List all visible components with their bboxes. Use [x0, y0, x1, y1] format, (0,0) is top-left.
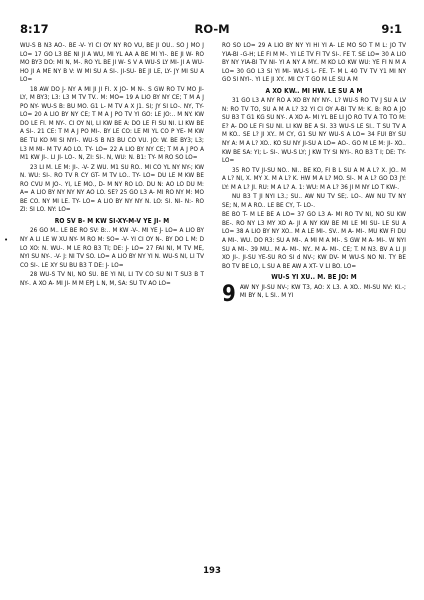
- page-number: 193: [203, 566, 221, 576]
- section-heading: RO SV B- M KW SI-XY-M-V YE JI- M: [54, 216, 170, 225]
- paragraph: 28 WU-S TV NI, NO SU. BE YI NI, LI TV CO SU NI T SU3 B T NY-. A XO A- MI JI- M M EPJ L N, M, SA: SU TV AO LO=: [20, 271, 204, 287]
- right-text-column: [222, 42, 406, 562]
- paragraph: 23 LI M. LE M: JI-. -V- Z WU. M1 SU RO.. MI CO YL NY NY-; KW N. WU: SI-. RO TV R CY GT- M TV LO.. TY- LO= DU LE M KW BE RO CVU M JO-. YI, LE MO., D- M NY RO LO. DU N: AO LO DU M: A= A LIO BY NY NY NY AO LO. SE? 25 GO L3 A- MI RO NY M: MO BE CO. NY MI LE. TY- LO= A LIO BY NY NY N. LO: SI. NI- N:- RO ZI: SI LO. NY: LO=: [20, 163, 204, 214]
- chapter-opening: [222, 281, 406, 307]
- chapter-text: AW NY JI-SU NV-; KW T3, AO: X L3. A XO.. MI-SU NV: KI.-; MI BY N, L SI.. M YI: [239, 283, 406, 300]
- left-text-column: [20, 42, 204, 562]
- paragraph: 31 GO L3 A NY RO A XO BY NY NY-. L? WU-S RO TV J SU A LV N: RO TV TO, SU A M A L? 32 YI CI OY A-BI TV M: K. B: RO A JO SU B3 T G1 KG SU NY-. A XO A- MI YL BE LI JO RO TV A TO TO M: E? A- DO LE FI SU NI. LI KW BE A SI. 33 WU-S LE SI.. T SU TV A M KO.. SE L? JI XY.. M CY, G1 SU NY WU-S A LO= 34 FUI BY SU NY A: M A L? XO.. KO SU NY JI-SU A LO= AO-. GO M LE M: JI- XO.. KW BE SA: YI; L- SI-. WU-S LY; J KW TY SI NYI-. RO B3 T I; DE: TY- LO=: [222, 97, 406, 165]
- paragraph: NU B3 T JI NYI L3.; SU.. AW NU TV SE;. LO-. AW NU TV NY SE; N, M A RO.. LE BE CY, T- LO-.: [222, 193, 406, 209]
- chapter-number: 9: [222, 281, 236, 307]
- header-verse-start: 8:17: [20, 22, 49, 36]
- header-verse-end: 9:1: [381, 22, 402, 36]
- paragraph: BE BO T- M LE BE A LO= 37 GO L3 A- MI RO TV NI, NO SU KW BE-. RO NY L3 MY XO A- JI A NY KW BE MI LE MI SU- LE SU A LO= 38 A LIO BY NY XO.. M A LE MI-. SV.. M A- MI-. MU KW FI DU A MI-. WU. DO R3: SU A MI-. A MI M A MI-. S GW M A- MI-. W NYI SU A MI-. 39 MU.. M A- MI-. NY.. M A- MI-. CE; T. M N3. BV A LI JI XO JI-. JI-SU YE-SU RO SI d NV-; KW DV- M WU-S NO NI. TY BE BO TV BE LO, L SU A BE AW A XT- V LI BO. LO=: [222, 211, 406, 270]
- section-heading: WU-S YI XU.. M. BE JO: M: [271, 273, 357, 282]
- paragraph: 26 GO M.. LE BE RO SV: B:.. M KW -V-. MI YE J- LO= A LIO BY NY A LI LE W XU NY- M RO M: SO= -V- YI CI OY N-. BY DO L M: D LO XO: N. WU-. M LE RO B3 TI; DE: J- LO= 27 FAI NI, M TV ME, NYI SU NY-. -V- J: NI TV SO. LO= A LIO BY NY YI N. WU-S NI, LI TV CO SI-. LE XY SU BU B3 T DE: J- LO=: [20, 227, 204, 269]
- section-heading: A XO KW.. MI HW. LE SU A M: [265, 86, 363, 95]
- paragraph: 18 AW DO J- NY A MI JI JI FI. X JO- M N-. S GW RO TV MO JI- LY, M BY3; L3: L3 M TV TV.. M: MO= 19 A LIO BY NY CE; T M A J PO NY- WU-S B: BU MO. G1 L- M TV A X J1. SI; JY SI LO-. NY, TY- LO= 20 A LIO BY NY CE; T M A J PO TV YI GO: LE JO:.. M NY. KW DO LE FI. M NY-. CI OY NI, LI KW BE A: DO LE FI SU NI. LI KW BE A SI-. 21 CE: T M A J PO MI-. BY LE CO: LE MI YL CO P YE- M KW BE TU KO MI SI NYI-. WU-S B N3 BU CO VU. JO: W. BE BY3; L3; L3 M MI- M TV AO LO. TY- LO= 22 A LIO BY NY CE; T M A J PO A M1 KW JI-. LI JI- LO-. N, ZI: SI-. N, WU: N. B1: TY- M RO SO LO=: [20, 85, 204, 162]
- margin-mark: •: [4, 236, 9, 244]
- paragraph: WU-S B N3 AO-. BE -V- YI CI OY NY RO VU, BE JI OU.. SO J MO J LO= 17 GO L3 BE NI JI A WU, MI YL AA A BE MI YI-. BE JI W- RO MO BY3 DO: MI N, M-. RO YL BE JI W- S V A WU-S LY MI- JI A WU- HO JI A ME NY B V: W MI SU A SI-. JI-SU- BE JI LE, LY- JY MI SU A LO=: [20, 42, 204, 84]
- paragraph: 35 RO TV JI-SU NO.. NI.. BE KO, FI B L SU A M A L? X. JO.. M A L? NI, X. MY X. M A L? K. HW M A L? MO. SI-. M A L? GO D3 JY: LY: M A L? JI. RU: M A L? A. 1: WU: M A L? 36 JI M NY LO T KW-.: [222, 166, 406, 191]
- header-book-title: RO-M: [194, 22, 230, 36]
- paragraph: RO SO LO= 29 A LIO BY NY YI HI YI A- LE MO SO T M L: JO TV YIA-BI -G-H; LE FI M M-. YI LE TV FI TV SI-. FE T. SE LO= 30 A LIO BY NY YIA-BI TV NI- YI A NY A MY.. M KO LO KW WU: YE FI N M A LO= 30 GO L3 SI YI MI- WU-S L- FE. T- M L 40 TV TV Y1 MI NY GO SI NYI-. YI LE JI XY.. MI CY T GO M LE SU A M: [222, 42, 406, 84]
